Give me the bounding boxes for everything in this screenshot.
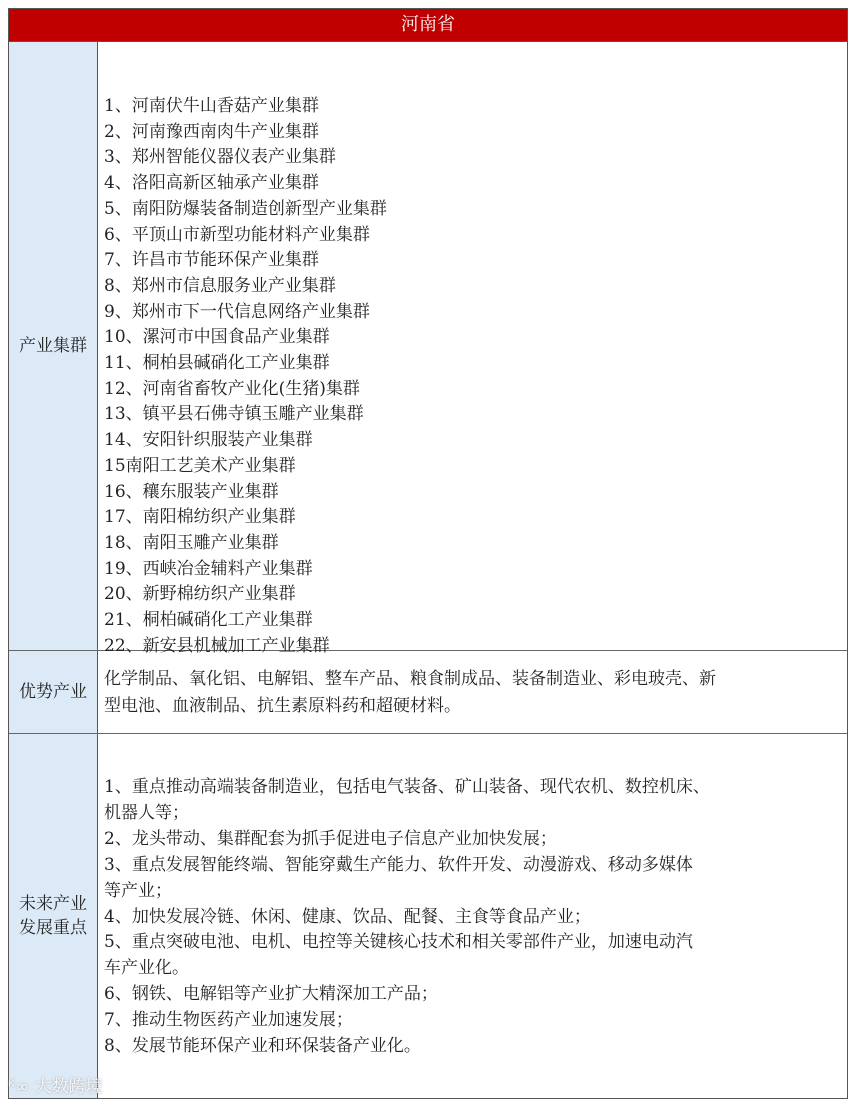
list-item: 车产业化。 <box>104 958 189 979</box>
list-item: 3、郑州智能仪器仪表产业集群 <box>104 147 336 168</box>
list-item: 8、郑州市信息服务业产业集群 <box>104 275 336 296</box>
list-item: 5、南阳防爆装备制造创新型产业集群 <box>104 198 387 219</box>
list-item: 8、发展节能环保产业和环保装备产业化。 <box>104 1036 421 1057</box>
label-line: 发展重点 <box>19 918 87 938</box>
list-item: 4、洛阳高新区轴承产业集群 <box>104 173 319 194</box>
list-item: 2、河南豫西南肉牛产业集群 <box>104 121 319 142</box>
table-header: 河南省 <box>9 9 847 42</box>
list-item: 17、南阳棉纺织产业集群 <box>104 507 296 528</box>
list-item: 5、重点突破电池、电机、电控等关键核心技术和相关零部件产业，加速电动汽 <box>104 932 693 953</box>
list-item: 15南阳工艺美术产业集群 <box>104 455 296 476</box>
list-item: 14、安阳针织服装产业集群 <box>104 430 313 451</box>
list-item: 13、镇平县石佛寺镇玉雕产业集群 <box>104 404 364 425</box>
list-item: 16、穰东服装产业集群 <box>104 481 279 502</box>
row-label-clusters: 产业集群 <box>9 42 98 650</box>
row-advantage-industries <box>9 651 847 734</box>
list-item: 19、西峡冶金辅料产业集群 <box>104 558 313 579</box>
list-item: 10、漯河市中国食品产业集群 <box>104 327 330 348</box>
list-item: 21、桐柏碱硝化工产业集群 <box>104 610 313 631</box>
list-item: 7、许昌市节能环保产业集群 <box>104 250 319 271</box>
province-table <box>8 8 848 1099</box>
list-item: 18、南阳玉雕产业集群 <box>104 532 279 553</box>
list-item: 6、钢铁、电解铝等产业扩大精深加工产品； <box>104 984 438 1005</box>
watermark-text: 大数跨境 <box>34 1077 103 1097</box>
row-future-focus <box>9 734 847 1098</box>
future-focus-list <box>98 734 847 1098</box>
list-item: 22、新安县机械加工产业集群 <box>104 635 330 656</box>
list-item: 1、河南伏牛山香菇产业集群 <box>104 96 319 116</box>
advantage-text <box>98 651 847 733</box>
list-item: 化学制品、氧化铝、电解铝、整车产品、粮食制成品、装备制造业、彩电玻壳、新 <box>104 669 716 689</box>
row-industry-clusters <box>9 42 847 656</box>
list-item: 12、河南省畜牧产业化(生猪)集群 <box>104 378 360 399</box>
list-item: 等产业； <box>104 880 172 901</box>
clusters-list <box>98 42 847 656</box>
list-item: 4、加快发展冷链、休闲、健康、饮品、配餐、主食等食品产业； <box>104 906 591 927</box>
row-label-future <box>9 734 98 1098</box>
list-item: 20、新野棉纺织产业集群 <box>104 584 296 605</box>
list-item: 9、郑州市下一代信息网络产业集群 <box>104 301 370 322</box>
row-label-advantage: 优势产业 <box>9 651 98 733</box>
list-item: 2、龙头带动、集群配套为抓手促进电子信息产业加快发展； <box>104 828 557 849</box>
watermark-logo: ᴷ∞ 大数跨境 <box>8 1077 103 1097</box>
list-item: 7、推动生物医药产业加速发展； <box>104 1010 353 1031</box>
list-item: 3、重点发展智能终端、智能穿戴生产能力、软件开发、动漫游戏、移动多媒体 <box>104 854 693 875</box>
label-line: 未来产业 <box>19 894 87 914</box>
list-item: 机器人等； <box>104 802 189 823</box>
list-item: 型电池、血液制品、抗生素原料药和超硬材料。 <box>104 696 461 716</box>
list-item: 1、重点推动高端装备制造业，包括电气装备、矿山装备、现代农机、数控机床、 <box>104 777 710 797</box>
list-item: 6、平顶山市新型功能材料产业集群 <box>104 224 370 245</box>
list-item: 11、桐柏县碱硝化工产业集群 <box>104 353 330 374</box>
